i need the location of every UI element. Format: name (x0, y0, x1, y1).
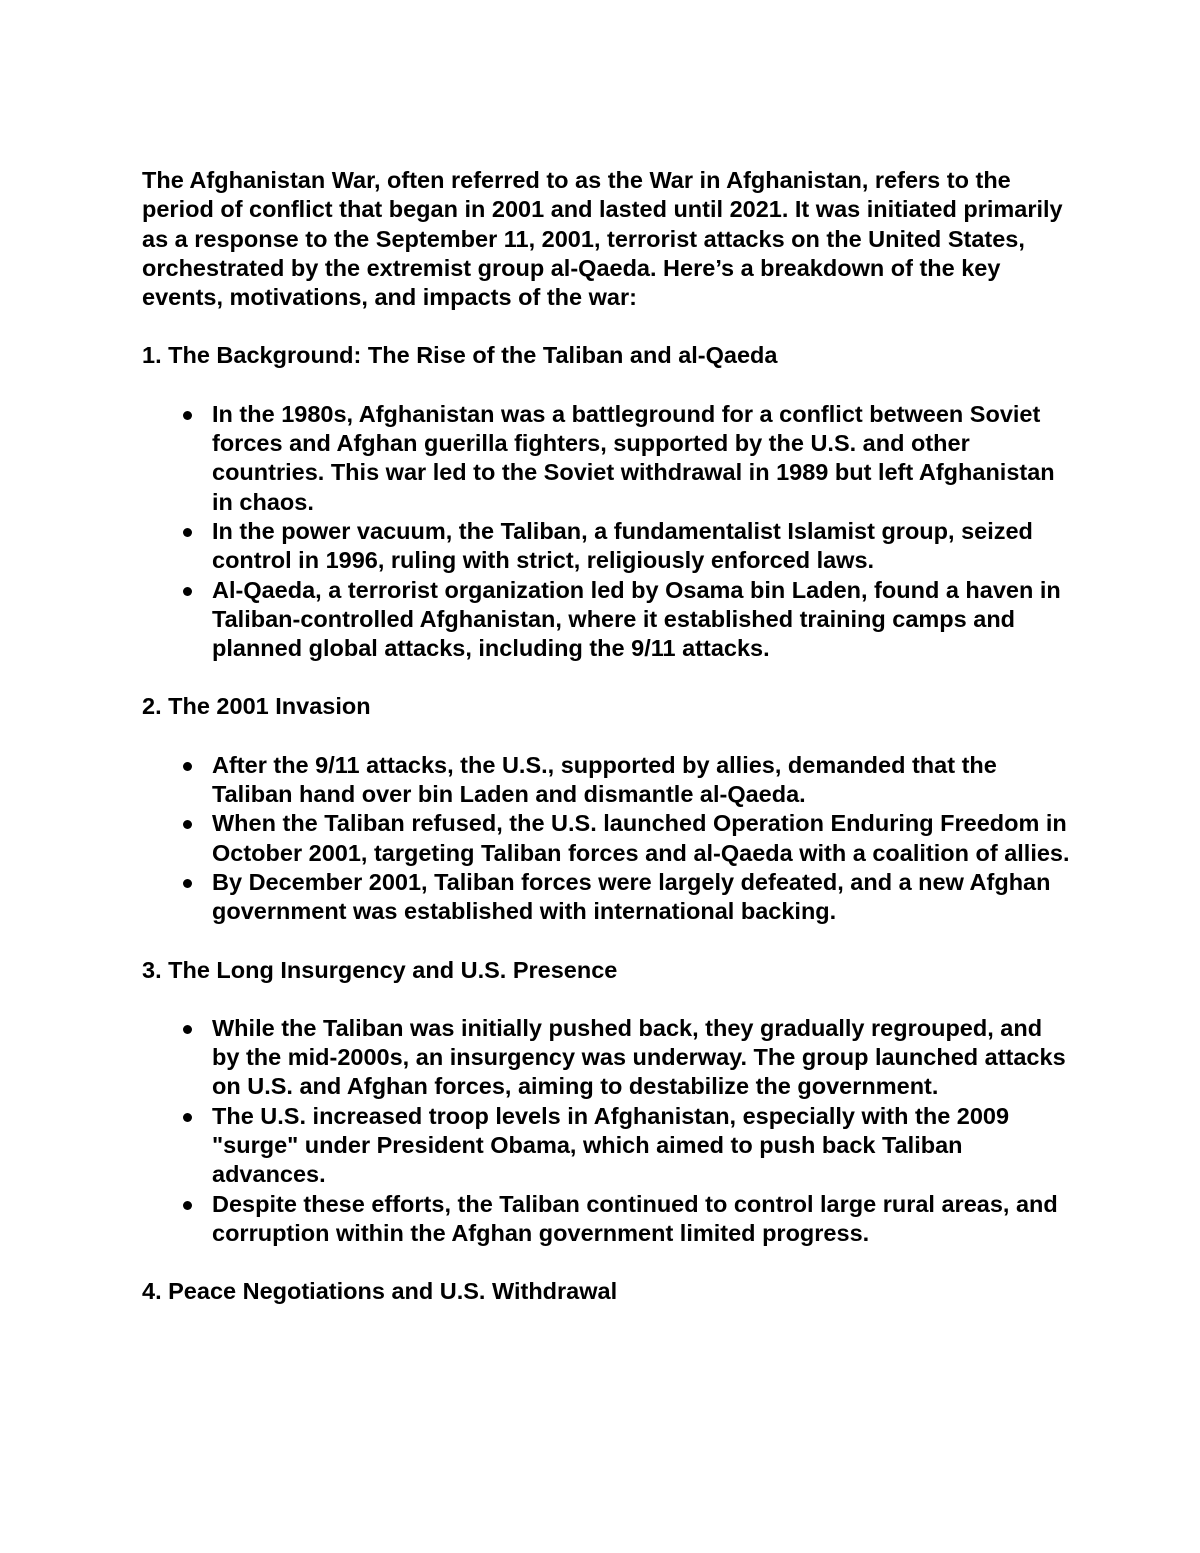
list-item-text: Despite these efforts, the Taliban continued to control large rural areas, and corruption within the Afghan government limited progress. (212, 1190, 1058, 1246)
bullet-icon (183, 762, 192, 771)
list-item (212, 576, 1072, 664)
list-item (212, 400, 1072, 517)
list-item (212, 751, 1072, 810)
list-item-text: The U.S. increased troop levels in Afghanistan, especially with the 2009 "surge" under President Obama, which aimed to push back Taliban advances. (212, 1102, 1010, 1188)
bullet-list-insurgency (142, 1014, 1072, 1248)
bullet-icon (183, 411, 192, 420)
bullet-icon (183, 879, 192, 888)
bullet-list-background (142, 400, 1072, 664)
bullet-icon (183, 528, 192, 537)
list-item-text: In the 1980s, Afghanistan was a battleground for a conflict between Soviet forces and Afghan guerilla fighters, supported by the U.S. and other countries. This war led to the Soviet withdrawal in 1989 but left Afghanistan in chaos. (212, 400, 1055, 515)
bullet-icon (183, 587, 192, 596)
list-item-text: Al-Qaeda, a terrorist organization led by Osama bin Laden, found a haven in Taliban-controlled Afghanistan, where it established training camps and planned global attacks, including the 9/11 attacks. (212, 576, 1061, 662)
section-heading-insurgency: 3. The Long Insurgency and U.S. Presence (142, 956, 618, 983)
list-item (212, 1190, 1072, 1249)
list-item (212, 809, 1072, 868)
list-item (212, 868, 1072, 927)
intro-paragraph: The Afghanistan War, often referred to as the War in Afghanistan, refers to the period of conflict that began in 2001 and lasted until 2021. It was initiated primarily as a response to the September 11, 2001, terrorist attacks on the United States, orchestrated by the extremist group al-Qaeda. Here’s a breakdown of the key events, motivations, and impacts of the war: (142, 167, 1063, 311)
list-item-text: After the 9/11 attacks, the U.S., supported by allies, demanded that the Taliban hand over bin Laden and dismantle al-Qaeda. (212, 751, 997, 808)
bullet-icon (183, 1025, 192, 1034)
document-page (142, 166, 1072, 1307)
bullet-icon (183, 1201, 192, 1210)
list-item-text: In the power vacuum, the Taliban, a fundamentalist Islamist group, seized control in 1996, ruling with strict, religiously enforced laws. (212, 517, 1033, 574)
section-heading-background: 1. The Background: The Rise of the Taliban and al-Qaeda (142, 342, 778, 369)
bullet-icon (183, 820, 192, 829)
bullet-icon (183, 1113, 192, 1122)
bullet-list-invasion (142, 751, 1072, 927)
list-item-text: By December 2001, Taliban forces were largely defeated, and a new Afghan government was established with international backing. (212, 868, 1051, 925)
section-heading-withdrawal: 4. Peace Negotiations and U.S. Withdrawal (142, 1278, 618, 1305)
list-item-text: While the Taliban was initially pushed back, they gradually regrouped, and by the mid-2000s, an insurgency was underway. The group launched attacks on U.S. and Afghan forces, aiming to destabilize the government. (212, 1014, 1066, 1100)
list-item-text: When the Taliban refused, the U.S. launched Operation Enduring Freedom in October 2001, targeting Taliban forces and al-Qaeda with a coalition of allies. (212, 810, 1070, 866)
list-item (212, 1014, 1072, 1102)
list-item (212, 1102, 1072, 1190)
list-item (212, 517, 1072, 576)
section-heading-invasion: 2. The 2001 Invasion (142, 693, 371, 720)
